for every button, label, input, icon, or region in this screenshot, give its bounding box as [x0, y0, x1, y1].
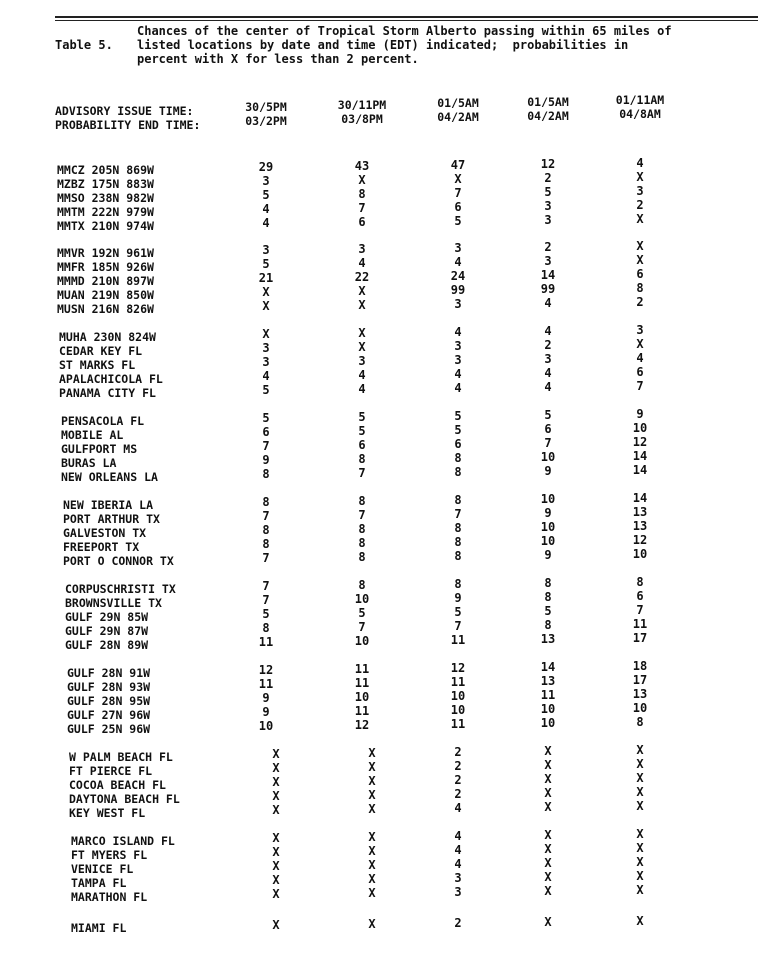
- probability-cell: 7: [636, 603, 644, 617]
- probability-cell: X: [544, 870, 552, 884]
- probability-cell: 8: [358, 578, 366, 592]
- probability-cell: 11: [354, 662, 370, 676]
- probability-cell: X: [368, 774, 376, 788]
- probability-cell: 2: [454, 787, 462, 801]
- probability-cell: X: [636, 337, 644, 351]
- probability-cell: 21: [258, 271, 274, 285]
- probability-cell: X: [368, 844, 376, 858]
- location-name: MMSO 238N 982W: [57, 191, 154, 205]
- probability-cell: 7: [636, 379, 644, 393]
- probability-cell: X: [358, 284, 366, 298]
- location-name: PORT O CONNOR TX: [63, 554, 174, 568]
- probability-cell: 4: [454, 255, 462, 269]
- probability-cell: 11: [540, 688, 556, 702]
- probability-cell: 2: [454, 759, 462, 773]
- probability-cell: X: [272, 831, 280, 845]
- location-name: PENSACOLA FL: [61, 414, 145, 428]
- probability-cell: 4: [454, 367, 462, 381]
- probability-cell: X: [636, 799, 644, 813]
- probability-cell: 4: [454, 325, 462, 339]
- probability-cell: 10: [632, 701, 648, 715]
- probability-cell: 14: [632, 449, 648, 463]
- probability-cell: 8: [262, 523, 270, 537]
- location-name: MMFR 185N 926W: [57, 260, 154, 274]
- location-name: MARATHON FL: [71, 890, 148, 904]
- column-end-time: 04/8AM: [619, 107, 661, 121]
- probability-cell: 4: [358, 256, 366, 270]
- probability-cell: 4: [454, 857, 462, 871]
- probability-cell: X: [636, 253, 644, 267]
- probability-cell: 4: [544, 296, 552, 310]
- probability-cell: X: [544, 800, 552, 814]
- probability-cell: 5: [454, 409, 462, 423]
- probability-cell: 10: [540, 716, 556, 730]
- probability-cell: 8: [358, 522, 366, 536]
- probability-cell: 43: [354, 159, 370, 173]
- probability-cell: X: [636, 869, 644, 883]
- probability-cell: 8: [454, 577, 462, 591]
- probability-cell: 22: [354, 270, 370, 284]
- probability-cell: 13: [632, 519, 648, 533]
- location-name: ST MARKS FL: [59, 358, 136, 372]
- location-name: GULF 27N 96W: [67, 708, 151, 722]
- location-name: GULF 28N 91W: [67, 666, 151, 680]
- column-end-time: 03/2PM: [245, 114, 287, 128]
- probability-cell: 8: [454, 521, 462, 535]
- advisory-issue-label: ADVISORY ISSUE TIME:: [55, 104, 194, 118]
- probability-cell: 9: [454, 591, 462, 605]
- probability-cell: X: [454, 172, 462, 186]
- probability-cell: 9: [544, 506, 552, 520]
- probability-cell: 9: [544, 548, 552, 562]
- probability-cell: 8: [358, 536, 366, 550]
- probability-cell: 7: [262, 579, 270, 593]
- probability-cell: 2: [636, 198, 644, 212]
- probability-cell: X: [636, 771, 644, 785]
- location-name: GULF 28N 95W: [67, 694, 151, 708]
- probability-cell: 2: [544, 338, 552, 352]
- location-name: FREEPORT TX: [63, 540, 140, 554]
- probability-cell: 8: [454, 549, 462, 563]
- probability-cell: 6: [454, 200, 462, 214]
- probability-cell: X: [636, 855, 644, 869]
- probability-cell: 9: [262, 453, 270, 467]
- probability-cell: 2: [544, 240, 552, 254]
- probability-cell: 17: [632, 631, 648, 645]
- location-name: MMTM 222N 979W: [57, 205, 154, 219]
- probability-cell: 12: [450, 661, 466, 675]
- probability-cell: 8: [636, 715, 644, 729]
- probability-cell: 4: [544, 380, 552, 394]
- probability-cell: X: [368, 858, 376, 872]
- probability-cell: 3: [544, 352, 552, 366]
- probability-cell: 3: [544, 213, 552, 227]
- table-label: Table 5.: [55, 38, 113, 52]
- location-name: PANAMA CITY FL: [59, 386, 156, 400]
- probability-cell: 14: [540, 268, 556, 282]
- probability-cell: X: [358, 298, 366, 312]
- probability-cell: 8: [544, 618, 552, 632]
- location-name: MIAMI FL: [71, 921, 127, 935]
- probability-cell: 10: [540, 492, 556, 506]
- probability-cell: X: [368, 760, 376, 774]
- location-name: GULFPORT MS: [61, 442, 138, 456]
- probability-cell: 6: [636, 365, 644, 379]
- probability-cell: X: [636, 883, 644, 897]
- probability-cell: X: [368, 917, 376, 931]
- probability-cell: 7: [454, 186, 462, 200]
- probability-cell: 8: [544, 576, 552, 590]
- probability-cell: 6: [358, 438, 366, 452]
- probability-cell: 3: [358, 242, 366, 256]
- probability-cell: X: [272, 747, 280, 761]
- probability-cell: 10: [354, 592, 370, 606]
- location-name: FT MYERS FL: [71, 848, 148, 862]
- probability-cell: X: [358, 340, 366, 354]
- location-name: CEDAR KEY FL: [59, 344, 143, 358]
- location-name: MMMD 210N 897W: [57, 274, 154, 288]
- probability-cell: X: [544, 744, 552, 758]
- probability-cell: 10: [258, 719, 274, 733]
- probability-cell: 7: [454, 507, 462, 521]
- column-issue-time: 01/11AM: [615, 93, 665, 107]
- probability-cell: X: [272, 918, 280, 932]
- probability-cell: X: [272, 789, 280, 803]
- column-end-time: 03/8PM: [341, 112, 383, 126]
- probability-cell: 8: [262, 495, 270, 509]
- probability-cell: 8: [358, 494, 366, 508]
- probability-cell: 8: [454, 535, 462, 549]
- probability-cell: X: [544, 842, 552, 856]
- probability-cell: 3: [262, 341, 270, 355]
- location-name: TAMPA FL: [71, 876, 127, 890]
- probability-cell: X: [636, 239, 644, 253]
- probability-end-label: PROBABILITY END TIME:: [55, 118, 201, 132]
- column-issue-time: 01/5AM: [437, 96, 479, 110]
- probability-cell: 8: [262, 537, 270, 551]
- probability-cell: 7: [358, 466, 366, 480]
- caption-line-3: percent with X for less than 2 percent.: [137, 52, 419, 66]
- probability-cell: 13: [540, 632, 556, 646]
- probability-cell: 8: [454, 451, 462, 465]
- probability-cell: 3: [454, 353, 462, 367]
- probability-cell: X: [544, 758, 552, 772]
- location-name: MMCZ 205N 869W: [57, 163, 154, 177]
- probability-cell: 8: [454, 465, 462, 479]
- column-issue-time: 30/11PM: [337, 98, 387, 112]
- probability-cell: 3: [454, 871, 462, 885]
- location-name: MUSN 216N 826W: [57, 302, 154, 316]
- probability-cell: 8: [358, 452, 366, 466]
- probability-cell: 9: [262, 691, 270, 705]
- probability-cell: 8: [358, 550, 366, 564]
- probability-cell: 5: [454, 605, 462, 619]
- probability-cell: X: [368, 830, 376, 844]
- probability-cell: X: [272, 859, 280, 873]
- probability-cell: 5: [358, 424, 366, 438]
- probability-cell: 7: [544, 436, 552, 450]
- column-end-time: 04/2AM: [437, 110, 479, 124]
- location-name: COCOA BEACH FL: [69, 778, 166, 792]
- probability-cell: 8: [262, 621, 270, 635]
- probability-cell: 10: [540, 534, 556, 548]
- probability-cell: 6: [544, 422, 552, 436]
- column-issue-time: 30/5PM: [245, 100, 287, 114]
- probability-cell: 13: [540, 674, 556, 688]
- location-name: MUHA 230N 824W: [59, 330, 156, 344]
- column-issue-time: 01/5AM: [527, 95, 569, 109]
- probability-cell: 4: [544, 324, 552, 338]
- probability-cell: 12: [632, 533, 648, 547]
- probability-cell: 5: [544, 408, 552, 422]
- column-end-time: 04/2AM: [527, 109, 569, 123]
- probability-cell: 7: [262, 593, 270, 607]
- probability-cell: 6: [636, 589, 644, 603]
- probability-cell: 13: [632, 687, 648, 701]
- location-name: MMTX 210N 974W: [57, 219, 154, 233]
- location-name: NEW IBERIA LA: [63, 498, 154, 512]
- probability-cell: 10: [354, 690, 370, 704]
- probability-cell: 3: [544, 254, 552, 268]
- probability-cell: 3: [262, 355, 270, 369]
- probability-cell: 4: [262, 216, 270, 230]
- probability-cell: X: [544, 772, 552, 786]
- probability-cell: X: [368, 886, 376, 900]
- location-name: KEY WEST FL: [69, 806, 146, 820]
- probability-cell: 2: [454, 916, 462, 930]
- probability-cell: 2: [454, 773, 462, 787]
- probability-cell: 11: [450, 633, 466, 647]
- probability-cell: 6: [262, 425, 270, 439]
- probability-cell: 3: [454, 885, 462, 899]
- probability-cell: 11: [258, 677, 274, 691]
- probability-cell: 3: [454, 297, 462, 311]
- probability-cell: X: [262, 299, 270, 313]
- probability-cell: 5: [544, 185, 552, 199]
- probability-cell: X: [358, 326, 366, 340]
- probability-cell: 12: [258, 663, 274, 677]
- probability-cell: X: [544, 786, 552, 800]
- probability-cell: 8: [636, 281, 644, 295]
- probability-cell: X: [272, 887, 280, 901]
- location-name: BROWNSVILLE TX: [65, 596, 162, 610]
- probability-cell: 5: [262, 607, 270, 621]
- probability-cell: 4: [636, 351, 644, 365]
- probability-cell: 6: [358, 215, 366, 229]
- probability-cell: 10: [354, 634, 370, 648]
- probability-cell: 4: [636, 156, 644, 170]
- probability-cell: 4: [358, 368, 366, 382]
- probability-cell: 5: [358, 606, 366, 620]
- probability-cell: 3: [636, 184, 644, 198]
- probability-cell: 4: [262, 369, 270, 383]
- probability-cell: X: [262, 327, 270, 341]
- probability-cell: 14: [540, 660, 556, 674]
- probability-cell: 17: [632, 673, 648, 687]
- location-name: PORT ARTHUR TX: [63, 512, 160, 526]
- probability-cell: 99: [540, 282, 556, 296]
- probability-cell: 3: [454, 241, 462, 255]
- probability-cell: 7: [262, 551, 270, 565]
- probability-cell: X: [636, 827, 644, 841]
- probability-cell: X: [544, 884, 552, 898]
- probability-cell: X: [544, 828, 552, 842]
- probability-cell: 8: [636, 575, 644, 589]
- probability-cell: X: [544, 915, 552, 929]
- probability-cell: X: [368, 746, 376, 760]
- probability-cell: 9: [544, 464, 552, 478]
- probability-cell: 18: [632, 659, 648, 673]
- probability-cell: 2: [454, 745, 462, 759]
- probability-cell: 12: [540, 157, 556, 171]
- probability-cell: 7: [262, 509, 270, 523]
- probability-cell: 10: [450, 689, 466, 703]
- probability-cell: 7: [358, 508, 366, 522]
- probability-cell: X: [368, 872, 376, 886]
- probability-cell: 47: [450, 158, 466, 172]
- location-name: DAYTONA BEACH FL: [69, 792, 180, 806]
- probability-cell: 24: [450, 269, 466, 283]
- probability-cell: X: [272, 873, 280, 887]
- probability-cell: 6: [636, 267, 644, 281]
- location-name: VENICE FL: [71, 862, 134, 876]
- probability-cell: 14: [632, 491, 648, 505]
- probability-cell: 5: [262, 257, 270, 271]
- probability-cell: 7: [358, 620, 366, 634]
- probability-cell: 3: [262, 243, 270, 257]
- probability-cell: 4: [262, 202, 270, 216]
- probability-cell: X: [636, 212, 644, 226]
- probability-cell: 10: [540, 702, 556, 716]
- probability-cell: 10: [632, 547, 648, 561]
- probability-cell: 11: [632, 617, 648, 631]
- probability-cell: 2: [544, 171, 552, 185]
- probability-cell: 7: [262, 439, 270, 453]
- probability-cell: 9: [262, 705, 270, 719]
- probability-cell: 11: [258, 635, 274, 649]
- location-name: MUAN 219N 850W: [57, 288, 154, 302]
- location-name: MOBILE AL: [61, 428, 124, 442]
- caption-line-2: listed locations by date and time (EDT) indicated; probabilities in: [137, 38, 629, 52]
- probability-cell: 8: [262, 467, 270, 481]
- probability-cell: 8: [454, 493, 462, 507]
- caption-line-1: Chances of the center of Tropical Storm Alberto passing within 65 miles of: [137, 24, 672, 38]
- probability-cell: 5: [454, 214, 462, 228]
- probability-cell: 8: [358, 187, 366, 201]
- location-name: CORPUSCHRISTI TX: [65, 582, 176, 596]
- probability-cell: 7: [358, 201, 366, 215]
- location-name: GULF 25N 96W: [67, 722, 151, 736]
- probability-cell: 4: [454, 381, 462, 395]
- probability-cell: 8: [544, 590, 552, 604]
- location-name: BURAS LA: [61, 456, 117, 470]
- top-rule-secondary: [55, 20, 758, 21]
- probability-cell: 11: [450, 675, 466, 689]
- probability-cell: 10: [540, 450, 556, 464]
- top-rule: [55, 16, 758, 18]
- probability-cell: X: [272, 845, 280, 859]
- probability-cell: 13: [632, 505, 648, 519]
- probability-cell: 5: [262, 188, 270, 202]
- probability-cell: X: [358, 173, 366, 187]
- location-name: GALVESTON TX: [63, 526, 147, 540]
- probability-cell: 4: [454, 843, 462, 857]
- probability-cell: 4: [358, 382, 366, 396]
- probability-cell: 10: [540, 520, 556, 534]
- probability-cell: X: [272, 761, 280, 775]
- probability-cell: X: [272, 803, 280, 817]
- probability-cell: 11: [354, 704, 370, 718]
- probability-cell: 14: [632, 463, 648, 477]
- probability-cell: 7: [454, 619, 462, 633]
- probability-cell: X: [636, 914, 644, 928]
- location-name: GULF 28N 89W: [65, 638, 149, 652]
- location-name: W PALM BEACH FL: [69, 750, 173, 764]
- probability-cell: 5: [262, 383, 270, 397]
- location-name: MZBZ 175N 883W: [57, 177, 154, 191]
- probability-cell: X: [544, 856, 552, 870]
- location-name: GULF 29N 87W: [65, 624, 149, 638]
- probability-cell: 29: [258, 160, 274, 174]
- probability-cell: 99: [450, 283, 466, 297]
- probability-cell: 12: [632, 435, 648, 449]
- probability-cell: 2: [636, 295, 644, 309]
- location-name: GULF 29N 85W: [65, 610, 149, 624]
- probability-cell: 5: [454, 423, 462, 437]
- probability-cell: X: [636, 170, 644, 184]
- location-name: GULF 28N 93W: [67, 680, 151, 694]
- probability-cell: 4: [454, 801, 462, 815]
- probability-cell: X: [636, 785, 644, 799]
- probability-cell: X: [368, 802, 376, 816]
- probability-cell: 12: [354, 718, 370, 732]
- probability-cell: X: [636, 743, 644, 757]
- probability-cell: 4: [454, 829, 462, 843]
- location-name: MARCO ISLAND FL: [71, 834, 175, 848]
- probability-cell: X: [368, 788, 376, 802]
- probability-cell: X: [636, 841, 644, 855]
- location-name: APALACHICOLA FL: [59, 372, 163, 386]
- probability-cell: 5: [544, 604, 552, 618]
- probability-cell: 3: [544, 199, 552, 213]
- probability-cell: 10: [450, 703, 466, 717]
- probability-cell: 3: [262, 174, 270, 188]
- probability-cell: 4: [544, 366, 552, 380]
- probability-cell: X: [636, 757, 644, 771]
- probability-cell: 3: [454, 339, 462, 353]
- location-name: NEW ORLEANS LA: [61, 470, 158, 484]
- probability-cell: 11: [354, 676, 370, 690]
- location-name: MMVR 192N 961W: [57, 246, 154, 260]
- probability-cell: X: [272, 775, 280, 789]
- probability-cell: 5: [358, 410, 366, 424]
- probability-cell: 10: [632, 421, 648, 435]
- probability-cell: 6: [454, 437, 462, 451]
- probability-cell: 5: [262, 411, 270, 425]
- location-name: FT PIERCE FL: [69, 764, 153, 778]
- probability-cell: 9: [636, 407, 644, 421]
- probability-cell: 3: [358, 354, 366, 368]
- probability-cell: 3: [636, 323, 644, 337]
- probability-cell: X: [262, 285, 270, 299]
- probability-cell: 11: [450, 717, 466, 731]
